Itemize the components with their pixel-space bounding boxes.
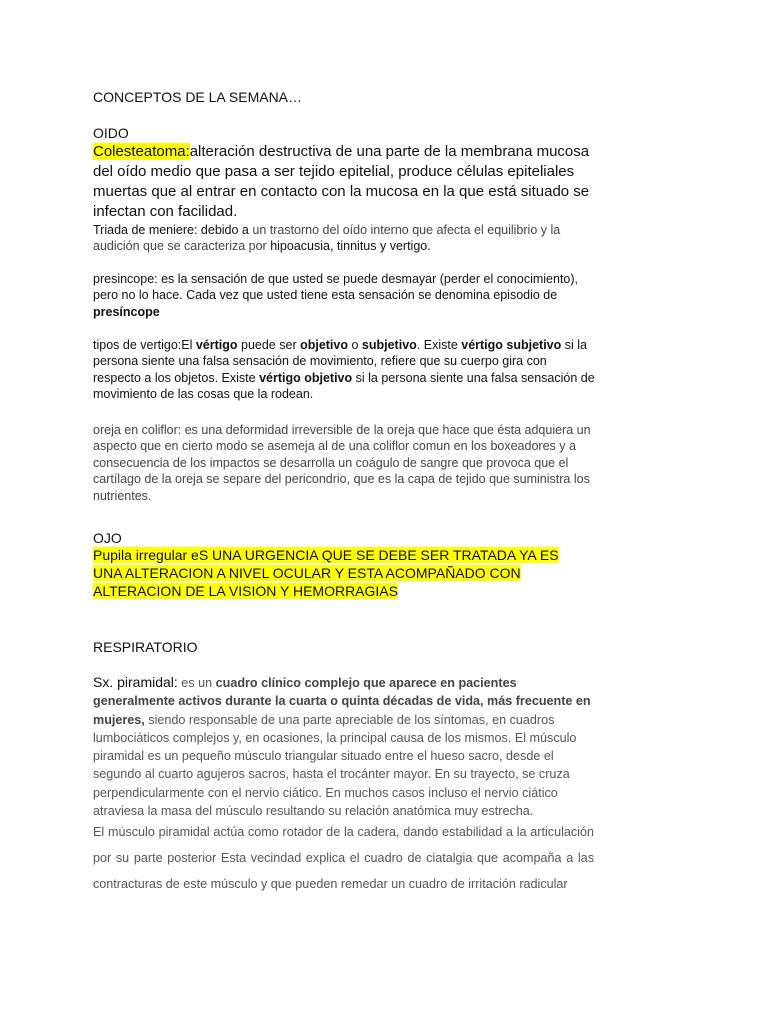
triada-paragraph (93, 222, 583, 255)
pupila-line-1: Pupila irregular eS UNA URGENCIA QUE SE DEBE SER TRATADA YA ES (93, 547, 559, 563)
sx-piramidal-text-1: es un (177, 676, 216, 690)
section-heading-oido: OIDO (93, 125, 129, 141)
presincope-paragraph (93, 271, 598, 320)
triada-emphasis: hipoacusia, tinnitus y vertigo. (270, 239, 431, 254)
sx-piramidal-text-2: siendo responsable de una parte apreciable de los síntomas, en cuadros lumbociáticos complejos y, en ocasiones, la principal causa de los mismos. El músculo piramidal es un pequeño músculo triangular situado entre el hueso sacro, desde el segundo al cuarto agujeros sacros, hasta el trocánter mayor. En su trayecto, se cruza perpendicularmente con el nervio ciático. En muchos casos incluso el nervio ciático atraviesa la masa del músculo resultando su relación anatómica muy estrecha. (93, 712, 577, 819)
colesteatoma-definition: alteración destructiva de una parte de la membrana mucosa del oído medio que pasa a ser tejido epitelial, produce células epiteliales muertas que al entrar en contacto con la mucosa en la que está situado se infectan con facilidad. (93, 143, 590, 220)
triada-text: un trastorno del oído interno que afecta el equilibrio y la audición que se caracteriza por (93, 223, 561, 254)
vertigo-bold-4: vértigo subjetivo (461, 338, 562, 352)
vertigo-text-2: puede ser (237, 338, 301, 352)
vertigo-bold-5: vértigo objetivo (259, 370, 353, 385)
page-title: CONCEPTOS DE LA SEMANA… (93, 89, 303, 105)
sx-piramidal-paragraph (93, 673, 593, 820)
presincope-text: presincope: es la sensación de que usted se puede desmayar (perder el conocimiento), pero no lo hace. Cada vez que usted tiene esta sensación se denomina episodio de (93, 272, 579, 303)
sx-piramidal-colon: : (173, 674, 178, 690)
vertigo-text-6: si la persona siente una falsa sensación de movimiento de las cosas que la rodean. (93, 370, 595, 402)
oreja-coliflor-paragraph: oreja en coliflor: es una deformidad irreversible de la oreja que hace que ésta adquiera un aspecto que en cierto modo se asemeja al de una coliflor comun en los boxeadores y a consecuencia de los impactos se desarrolla un coágulo de sangre que provoca que el cartílago de la oreja se separe del pericondrio, que es la capa de tejido que suministra los nutrientes. (93, 423, 591, 503)
vertigo-text-4: . Existe (416, 338, 462, 352)
vertigo-paragraph (93, 337, 595, 403)
pupila-line-2: UNA ALTERACION A NIVEL OCULAR Y ESTA ACOMPAÑADO CON (93, 565, 521, 581)
section-heading-respiratorio: RESPIRATORIO (93, 639, 198, 655)
vertigo-bold-1: vértigo (195, 338, 238, 352)
vertigo-text-1: tipos de vertigo:El (93, 338, 196, 352)
section-heading-ojo: OJO (93, 530, 122, 546)
vertigo-bold-3: subjetivo (361, 338, 417, 352)
pupila-paragraph (93, 546, 613, 600)
pupila-line-3: ALTERACION DE LA VISION Y HEMORRAGIAS (93, 583, 398, 599)
sx-piramidal-bold: cuadro clínico complejo que aparece en pacientes generalmente activos durante la cuarta o quinta décadas de vida, más frecuente en mujeres, (93, 676, 591, 727)
colesteatoma-paragraph (93, 142, 596, 222)
rotador-paragraph: El músculo piramidal actúa como rotador de la cadera, dando estabilidad a la articulación por su parte posterior Esta vecindad explica el cuadro de ciatalgia que acompaña a las contracturas de este músculo y que pueden remedar un cuadro de irritación radicular (93, 825, 594, 891)
vertigo-bold-2: objetivo (300, 338, 348, 352)
triada-label: Triada de meniere: debido a (93, 223, 249, 237)
vertigo-text-3: o (348, 338, 362, 352)
colesteatoma-term: Colesteatoma: (93, 143, 190, 160)
vertigo-text-5: si la persona siente una falsa sensación de movimiento, refiere que su cuerpo gira con respecto a los objetos. Existe (93, 338, 587, 385)
sx-piramidal-label: Sx. piramidal (93, 674, 174, 690)
presincope-bold: presíncope (93, 304, 160, 319)
